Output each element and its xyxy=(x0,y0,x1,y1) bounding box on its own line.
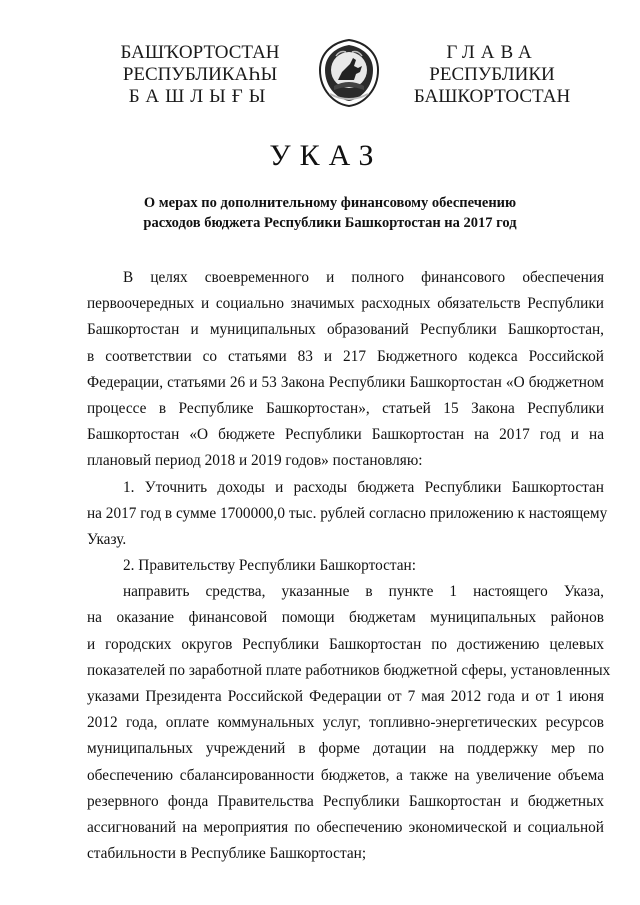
header-left-line-3: БАШЛЫҒЫ xyxy=(128,86,272,107)
body-line: стабильности в Республике Башкортостан; xyxy=(87,845,367,863)
body-line: первоочередных и социально значимых расходных обязательств Республики xyxy=(87,295,604,313)
body-line: 2. Правительству Республики Башкортостан: xyxy=(123,557,416,575)
body-line: муниципальных учреждений в форме дотации на поддержку мер по xyxy=(87,740,604,758)
body-line: Федерации, статьями 26 и 53 Закона Республики Башкортостан «О бюджетном xyxy=(87,373,604,391)
body-line: обеспечению сбалансированности бюджетов, а также на увеличение объема xyxy=(87,766,604,784)
body-line: в соответствии со статьями 83 и 217 Бюджетного кодекса Российской xyxy=(87,347,604,365)
body-line: направить средства, указанные в пункте 1 настоящего Указа, xyxy=(123,583,604,601)
body-line: процессе в Республике Башкортостан», статьей 15 Закона Республики xyxy=(87,399,604,417)
coat-of-arms-emblem xyxy=(316,38,382,108)
body-line: В целях своевременного и полного финансового обеспечения xyxy=(123,269,604,286)
subject-line: О мерах по дополнительному финансовому обеспечению xyxy=(143,195,517,211)
body-line: резервного фонда Правительства Республики Башкортостан и бюджетных xyxy=(87,792,604,810)
header-right-line-2: РЕСПУБЛИКИ xyxy=(429,64,555,85)
body-line: Указу. xyxy=(87,530,127,548)
body-line: на 2017 год в сумме 1700000,0 тыс. рублей согласно приложению к настоящему xyxy=(87,504,608,522)
body-line: 2012 года, оплате коммунальных услуг, топливно-энергетических ресурсов xyxy=(87,714,604,732)
header-left-line-1: БАШҠОРТОСТАН xyxy=(120,42,280,63)
body-line: и городских округов Республики Башкортостан по достижению целевых xyxy=(87,635,604,653)
body-line: показателей по заработной плате работников бюджетной сферы, установленных xyxy=(87,661,611,679)
subject-line: расходов бюджета Республики Башкортостан на 2017 год xyxy=(143,215,517,231)
header-right-line-1: ГЛАВА xyxy=(446,42,538,63)
document-body xyxy=(87,265,611,867)
header-right-line-3: БАШКОРТОСТАН xyxy=(413,86,571,107)
document-title: УКАЗ xyxy=(269,139,383,172)
body-line: 1. Уточнить доходы и расходы бюджета Республики Башкортостан xyxy=(123,478,604,496)
body-line: Башкортостан и муниципальных образований Республики Башкортостан, xyxy=(87,321,604,339)
header-left-line-2: РЕСПУБЛИКАҺЫ xyxy=(122,64,278,85)
body-line: ассигнований на мероприятия по обеспечению экономической и социальной xyxy=(87,818,604,836)
body-line: на оказание финансовой помощи бюджетам муниципальных районов xyxy=(87,609,604,627)
header-right-russian xyxy=(412,42,572,108)
body-line: Башкортостан «О бюджете Республики Башкортостан на 2017 год и на xyxy=(87,426,604,444)
header-left-bashkir xyxy=(100,42,300,108)
body-line: указами Президента Российской Федерации от 7 мая 2012 года и от 1 июня xyxy=(87,688,604,705)
body-line: плановый период 2018 и 2019 годов» постановляю: xyxy=(87,452,423,470)
document-subject xyxy=(60,193,600,233)
